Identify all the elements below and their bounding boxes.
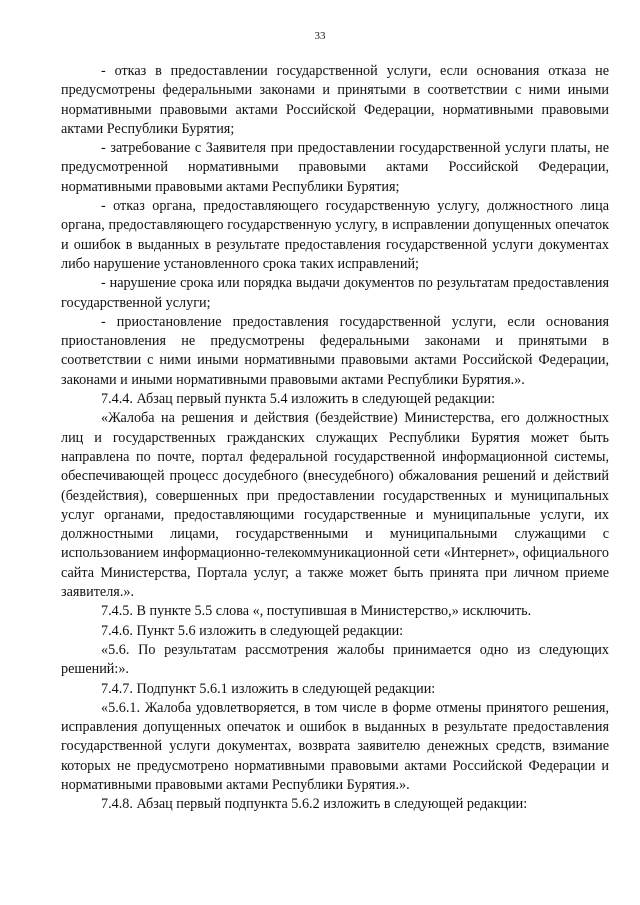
paragraph-refusal-of-service: - отказ в предоставлении государственной услуги, если основания отказа не предусмотрены федеральными законами и принятыми в соответствии с ними иными нормативными правовыми актами Российской Федерации, нормативными правовыми актами Республики Бурятия;: [61, 63, 609, 137]
paragraph-payment-demand: - затребование с Заявителя при предоставлении государственной услуги платы, не предусмотренной нормативными правовыми актами Российской Федерации, нормативными правовыми актами Республики Бурятия;: [61, 140, 609, 195]
paragraph-7-4-6: 7.4.6. Пункт 5.6 изложить в следующей редакции:: [101, 622, 404, 639]
paragraph-refusal-to-correct: - отказ органа, предоставляющего государственную услугу, должностного лица органа, предоставляющего государственную услугу, в исправлении допущенных опечаток и ошибок в выданных в результате предоставления государственной услуги документах либо нарушение установленного срока таких исправлений;: [61, 198, 609, 272]
paragraph-7-4-8: 7.4.8. Абзац первый подпункта 5.6.2 изложить в следующей редакции:: [101, 796, 528, 813]
document-body: [61, 62, 609, 815]
paragraph-complaint-channels: «Жалоба на решения и действия (бездействие) Министерства, его должностных лиц и государственных гражданских служащих Республики Бурятия может быть направлена по почте, портал федеральной государственной информационной системы, обеспечивающей процесс досудебного (внесудебного) обжалования решений и действий (бездействия), совершенных при предоставлении государственных и муниципальных услуг органами, предоставляющими государственные и муниципальные услуги, их должностными лицами, государственными и муниципальными служащими с использованием информационно-телекоммуникационной сети «Интернет», официального сайта Министерства, Портала услуг, а также может быть принята при личном приеме заявителя.».: [61, 410, 609, 601]
paragraph-7-4-4: 7.4.4. Абзац первый пункта 5.4 изложить в следующей редакции:: [101, 391, 496, 408]
paragraph-5-6: «5.6. По результатам рассмотрения жалобы принимается одно из следующих решений:».: [61, 641, 609, 678]
paragraph-5-6-1: «5.6.1. Жалоба удовлетворяется, в том числе в форме отмены принятого решения, исправления допущенных опечаток и ошибок в выданных в результате предоставления государственной услуги документах, возврата заявителю денежных средств, взимание которых не предусмотрено нормативными правовыми актами Российской Федерации и нормативными правовыми актами Республики Бурятия.».: [61, 699, 609, 793]
paragraph-7-4-7: 7.4.7. Подпункт 5.6.1 изложить в следующей редакции:: [101, 680, 436, 697]
page-number: 33: [314, 30, 326, 42]
paragraph-suspension: - приостановление предоставления государственной услуги, если основания приостановления не предусмотрены федеральными законами и принятыми в соответствии с ними иными нормативными правовыми актами Российской Федерации, законами и иными нормативными правовыми актами Республики Бурятия.».: [61, 313, 609, 388]
paragraph-7-4-5: 7.4.5. В пункте 5.5 слова «, поступившая в Министерство,» исключить.: [101, 603, 532, 620]
paragraph-deadline-violation: - нарушение срока или порядка выдачи документов по результатам предоставления государственной услуги;: [61, 275, 609, 311]
